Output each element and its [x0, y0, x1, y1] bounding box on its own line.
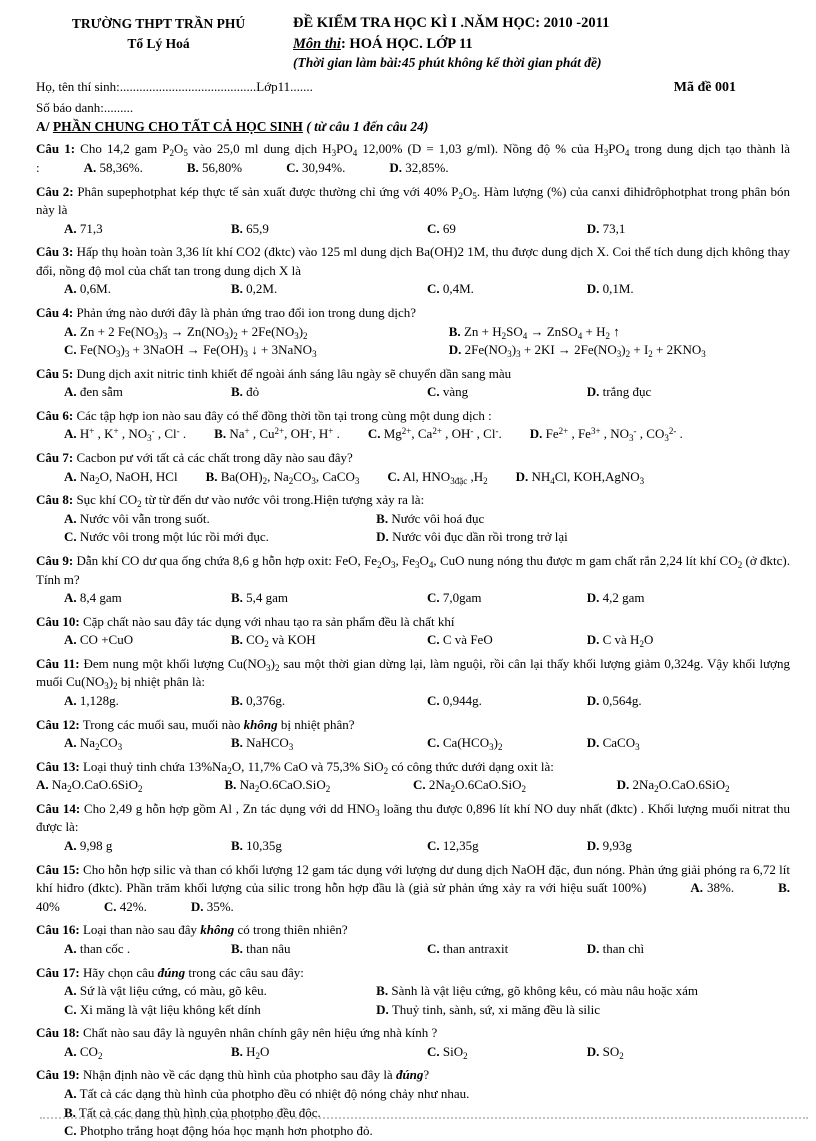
question-label: Câu 8: — [36, 492, 74, 508]
question-label: Câu 10: — [36, 613, 80, 629]
answer-option[interactable]: B. $H_2O$ — [230, 1043, 270, 1061]
question-list — [36, 140, 790, 1140]
answer-option[interactable]: C. 30,94%. — [286, 159, 346, 175]
answer-option[interactable]: D. $2Na_2O.CaO.6SiO_2$ — [616, 777, 730, 795]
answer-option[interactable]: D. $2Fe(NO_3)_3 + 2KI \to 2Fe(NO_3)_2 + I_2 + 2KNO_3$ — [448, 342, 706, 360]
answer-options — [36, 982, 790, 1019]
question-stem: Câu 2: Phân supephotphat kép thực tế sản xuất được thường chỉ ứng với 40% $P_2O_5$. Hàm lượng (%) của canxi đihiđrôphotphat trong phân bón này là — [36, 183, 790, 218]
answer-option[interactable]: D. 32,85%. — [389, 159, 449, 175]
question-stem: Câu 17: Hãy chọn câu đúng trong các câu sau đây: — [36, 964, 304, 980]
question — [36, 365, 790, 402]
school-block — [36, 14, 281, 53]
exam-code-badge: Mã đề 001 — [673, 80, 736, 96]
question-label: Câu 15: — [36, 861, 80, 877]
duration-line: (Thời gian làm bài:45 phút không kể thời gian phát đề) — [293, 54, 602, 70]
question — [36, 304, 790, 360]
answer-option[interactable]: D. 35%. — [190, 898, 234, 914]
question-label: Câu 17: — [36, 964, 80, 980]
answer-option[interactable]: A. Nước vôi vẫn trong suốt. — [64, 510, 210, 526]
answer-option[interactable]: A. Sứ là vật liệu cứng, có màu, gõ kêu. — [64, 983, 267, 999]
answer-option[interactable]: C. Photpho trắng hoạt động hóa học mạnh hơn photpho đỏ. — [64, 1123, 373, 1139]
question — [36, 716, 790, 753]
answer-option[interactable]: C. $Fe(NO_3)_3$ + 3NaOH → $Fe(OH)_3$ ↓ + 3NaNO$_3$ — [64, 342, 317, 360]
answer-option[interactable]: C. 0,4M. — [426, 281, 474, 297]
question — [36, 1066, 790, 1140]
answer-option[interactable]: B. 0,376g. — [230, 692, 286, 708]
answer-option[interactable]: D. $SO_2$ — [586, 1043, 624, 1061]
question-label: Câu 11: — [36, 655, 80, 671]
section-note: ( từ câu 1 đến câu 24) — [302, 119, 429, 135]
question-label: Câu 13: — [36, 758, 80, 774]
answer-option[interactable]: B. 10,35g — [230, 838, 282, 854]
answer-options — [36, 837, 790, 856]
question-stem: Câu 9: Dẫn khí CO dư qua ống chứa 8,6 g hỗn hợp oxit: FeO, $Fe_2O_3$, $Fe_3O_4$, CuO nung nóng thu được m gam chất rắn 2,24 lít khí $CO_2$ (ở đktc). Tính m? — [36, 552, 790, 587]
answer-option[interactable]: D. Nước vôi đục dần rồi trong trở lại — [376, 529, 568, 545]
answer-option[interactable]: C. vàng — [426, 384, 469, 400]
answer-option[interactable]: A. 1,128g. — [64, 692, 119, 708]
question-stem: Câu 18: Chất nào sau đây là nguyên nhân chính gây nên hiệu ứng nhà kính ? — [36, 1025, 438, 1041]
answer-option[interactable]: A. CO +CuO — [64, 632, 134, 648]
question — [36, 921, 790, 958]
answer-options — [36, 468, 790, 487]
question-stem: Câu 16: Loại than nào sau đây không có trong thiên nhiên? — [36, 922, 348, 938]
question-stem: Câu 12: Trong các muối sau, muối nào không bị nhiệt phân? — [36, 716, 355, 732]
question-stem: Câu 13: Loại thuỷ tinh chứa $13\%Na_2O$, 11,7% CaO và 75,3% SiO$_2$ có công thức dưới dạng oxit là: — [36, 758, 554, 776]
question-stem: Câu 8: Sục khí $CO_2$ từ từ đến dư vào nước vôi trong.Hiện tượng xảy ra là: — [36, 492, 425, 510]
question-label: Câu 3: — [36, 244, 74, 260]
answer-option[interactable]: A. $Na_2CO_3$ — [64, 735, 123, 753]
question-stem: Câu 4: Phản ứng nào dưới đây là phản ứng trao đổi ion trong dung dịch? — [36, 305, 417, 320]
question-label: Câu 2: — [36, 183, 74, 199]
answer-option[interactable]: D. trắng đục — [586, 384, 652, 400]
answer-option[interactable]: B. đỏ — [230, 384, 260, 400]
question-label: Câu 18: — [36, 1025, 80, 1041]
answer-option[interactable]: B. 40% — [36, 880, 790, 914]
student-info-line — [36, 78, 790, 98]
question — [36, 800, 790, 856]
answer-option[interactable]: B. Nước vôi hoá đục — [376, 510, 485, 526]
answer-option[interactable]: B. NaHCO$_3$ — [230, 735, 294, 753]
question-label: Câu 16: — [36, 922, 80, 938]
question-stem: Câu 11: Đem nung một khối lượng $Cu(NO_3)_2$ sau một thời gian dừng lại, làm nguội, rồi cân lại thấy khối lượng giảm 0,324g. Vậy khối lượng muối $Cu(NO_3)_2$ bị nhiệt phân là: — [36, 655, 790, 692]
answer-option[interactable]: A. 8,4 gam — [64, 590, 122, 606]
answer-option[interactable]: C. Al, $HNO_{3đặc}$ $,H_2$ — [387, 468, 488, 486]
answer-option[interactable]: D. $Fe^{2+}$ , $Fe^{3+}$ , $NO_3^-$ , $CO_3^{2-}$ . — [529, 426, 683, 444]
answer-options — [36, 631, 790, 650]
answer-options — [36, 280, 790, 299]
answer-options — [36, 510, 790, 547]
exam-title: ĐỀ KIỂM TRA HỌC KÌ I .NĂM HỌC: 2010 -2011 — [293, 15, 610, 31]
school-name: TRƯỜNG THPT TRẦN PHÚ — [71, 16, 246, 31]
answer-option[interactable]: D. CaCO$_3$ — [586, 735, 640, 753]
question-label: Câu 7: — [36, 450, 74, 466]
answer-option[interactable]: C. $Ca(HCO_3)_2$ — [426, 735, 503, 753]
answer-options — [36, 1085, 790, 1141]
answer-options — [36, 1043, 790, 1062]
answer-option[interactable]: B. $Na_2O.6CaO.SiO_2$ — [224, 777, 331, 795]
question-stem: Câu 15: Cho hỗn hợp silic và than có khối lượng 12 gam tác dụng với lượng dư dung dịch NaOH đặc, đun nóng. Phản ứng giải phóng ra 6,72 lít khí hiđro (đktc). Phần trăm khối lượng của silic trong hỗn hợp đầu là (giả sử phản ứng xảy ra với hiệu suất 100%) A. 38%. B. 40% C. 42%. D. 35%. — [36, 861, 790, 914]
answer-options — [36, 323, 790, 360]
question — [36, 407, 790, 444]
answer-option[interactable]: A. $Na_2O.CaO.6SiO_2$ — [36, 777, 143, 795]
question — [36, 552, 790, 608]
answer-option[interactable]: B. Na+ , $Cu^{2+}$, OH-, H+ . — [214, 426, 340, 442]
answer-option[interactable]: A. H+ , K+ , $NO_3^-$ , Cl- . — [64, 426, 187, 444]
exam-header — [36, 14, 790, 71]
question — [36, 140, 790, 177]
question — [36, 183, 790, 239]
answer-option[interactable]: D. 73,1 — [586, 220, 626, 236]
answer-options — [36, 425, 790, 444]
question-label: Câu 14: — [36, 800, 81, 816]
department-name: Tổ Lý Hoá — [127, 35, 190, 51]
answer-option[interactable]: B. Tất cả các dạng thù hình của photpho đều độc. — [64, 1104, 321, 1120]
answer-option[interactable]: A. $CO_2$ — [64, 1043, 103, 1061]
answer-options — [36, 220, 790, 239]
answer-options — [36, 383, 790, 402]
question-label: Câu 9: — [36, 552, 74, 568]
answer-option[interactable]: B. 5,4 gam — [230, 590, 289, 606]
answer-option[interactable]: A. 58,36%. — [83, 159, 143, 175]
question — [36, 491, 790, 547]
question-stem: Câu 1: Cho 14,2 gam $P_2O_5$ vào 25,0 ml dung dịch $H_3PO_4$ 12,00% (D = 1,03 g/ml). Nồng độ % của $H_3PO_4$ trong dung dịch tạo thành là : A. 58,36%. B. 56,80% C. 30,94%. D. 32,85%. — [36, 141, 790, 175]
question — [36, 964, 790, 1020]
answer-option[interactable]: A. $Na_2O$, NaOH, HCl — [64, 468, 178, 486]
answer-option[interactable]: A. than cốc . — [64, 940, 131, 956]
answer-option[interactable]: A. 71,3 — [64, 220, 103, 236]
title-block — [281, 14, 790, 71]
subject-label: Môn thi — [293, 35, 341, 52]
answer-option[interactable]: A. 0,6M. — [64, 281, 111, 297]
subject-line — [293, 35, 790, 54]
answer-option[interactable]: C. $2Na_2O.6CaO.SiO_2$ — [413, 777, 527, 795]
answer-option[interactable]: C. C và FeO — [426, 632, 493, 648]
answer-option[interactable]: A. 9,98 g — [64, 838, 113, 854]
answer-option[interactable]: D. 0,564g. — [586, 692, 642, 708]
question-label: Câu 1: — [36, 141, 76, 157]
question-stem: Câu 10: Cặp chất nào sau đây tác dụng với nhau tạo ra sản phẩm đều là chất khí — [36, 613, 455, 629]
answer-option[interactable]: B. $Ba(OH)_2$, $Na_2CO_3$, CaCO$_3$ — [205, 468, 360, 486]
question — [36, 1024, 790, 1061]
question-label: Câu 5: — [36, 365, 74, 381]
question — [36, 655, 790, 711]
answer-options — [36, 940, 790, 959]
question-stem: Câu 7: Cacbon pư với tất cả các chất trong dãy nào sau đây? — [36, 450, 353, 466]
question — [36, 758, 790, 795]
answer-option[interactable]: B. 56,80% — [186, 159, 243, 175]
answer-option[interactable]: B. $CO_2$ và KOH — [230, 632, 316, 650]
question — [36, 861, 790, 917]
question-stem: Câu 19: Nhận định nào về các dạng thù hình của photpho sau đây là đúng? — [36, 1067, 430, 1083]
question-label: Câu 6: — [36, 407, 74, 423]
answer-option[interactable]: D. $NH_4Cl$, KOH,AgNO$_3$ — [515, 468, 645, 486]
answer-option[interactable]: C. 12,35g — [426, 838, 479, 854]
answer-option[interactable]: C. 0,944g. — [426, 692, 482, 708]
answer-option[interactable]: D. 4,2 gam — [586, 590, 645, 606]
section-prefix: A/ — [36, 119, 53, 135]
answer-options — [36, 776, 790, 795]
answer-option[interactable]: D. 0,1M. — [586, 281, 634, 297]
answer-option[interactable]: C. SiO$_2$ — [426, 1043, 468, 1061]
answer-option[interactable]: C. 7,0gam — [426, 590, 482, 606]
answer-option[interactable]: D. Thuỷ tinh, sành, sứ, xi măng đều là silic — [376, 1001, 600, 1017]
section-title: PHẦN CHUNG CHO TẤT CẢ HỌC SINH — [52, 119, 303, 135]
answer-options — [36, 589, 790, 608]
section-heading — [36, 119, 790, 135]
question-stem: Câu 5: Dung dịch axit nitric tinh khiết để ngoài ánh sáng lâu ngày sẽ chuyển dần sang màu — [36, 365, 512, 381]
answer-option[interactable]: D. than chì — [586, 940, 645, 956]
answer-option[interactable]: C. 69 — [426, 220, 456, 236]
answer-option[interactable]: B. Sành là vật liệu cứng, gõ không kêu, có màu nâu hoặc xám — [376, 983, 699, 999]
answer-option[interactable]: B. 65,9 — [230, 220, 269, 236]
subject-name: : HOÁ HỌC. LỚP 11 — [340, 35, 473, 52]
question-label: Câu 19: — [36, 1067, 80, 1083]
question — [36, 243, 790, 299]
answer-option[interactable]: D. 9,93g — [586, 838, 632, 854]
student-name-field[interactable]: Họ, tên thí sinh:..........................................Lớp11....... — [36, 79, 313, 95]
answer-options — [36, 692, 790, 711]
answer-option[interactable]: A. đen sẫm — [64, 384, 123, 400]
question-stem: Câu 6: Các tập hợp ion nào sau đây có thể đồng thời tồn tại trong cùng một dung dịch : — [36, 407, 492, 423]
page-bottom-dotted-line — [40, 1117, 808, 1119]
question-label: Câu 4: — [36, 305, 74, 320]
candidate-number-field[interactable]: Số báo danh:......... — [36, 99, 134, 115]
answer-options — [36, 734, 790, 753]
answer-option[interactable]: C. than antraxit — [426, 940, 509, 956]
question-stem: Câu 14: Cho 2,49 g hỗn hợp gồm Al , Zn tác dụng với dd $HNO_3$ loãng thu được 0,896 lít khí NO duy nhất (đktc) . Khối lượng muối nitrat thu được là: — [36, 800, 790, 835]
question — [36, 449, 790, 486]
answer-option[interactable]: B. than nâu — [230, 940, 291, 956]
answer-option[interactable]: C. $Mg^{2+}$, $Ca^{2+}$ , OH- , Cl-. — [367, 426, 502, 442]
answer-option[interactable]: D. C và $H_2O$ — [586, 632, 654, 650]
answer-option[interactable]: A. 38%. — [690, 880, 735, 896]
answer-option[interactable]: C. Nước vôi trong một lúc rồi mới đục. — [64, 529, 269, 545]
answer-option[interactable]: C. Xi măng là vật liệu không kết dính — [64, 1001, 261, 1017]
answer-option[interactable]: B. $Zn + H_2SO_4$ → ZnSO$_4$ + $H_2$ ↑ — [448, 323, 620, 341]
answer-option[interactable]: C. 42%. — [103, 898, 147, 914]
answer-option[interactable]: A. Tất cả các dạng thù hình của photpho đều có nhiệt độ nóng chảy như nhau. — [64, 1085, 470, 1101]
question-stem: Câu 3: Hấp thụ hoàn toàn 3,36 lít khí CO2 (đktc) vào 125 ml dung dịch Ba(OH)2 1M, thu được dung dịch X. Coi thể tích dung dịch không thay đổi, nồng độ mol của chất tan trong dung dịch X là — [36, 244, 790, 278]
answer-option[interactable]: B. 0,2M. — [230, 281, 278, 297]
answer-option[interactable]: A. Zn + 2 $Fe(NO_3)_3 \to Zn(NO_3)_2 + 2Fe(NO_3)_2$ — [64, 323, 308, 341]
question — [36, 613, 790, 650]
question-label: Câu 12: — [36, 716, 80, 732]
